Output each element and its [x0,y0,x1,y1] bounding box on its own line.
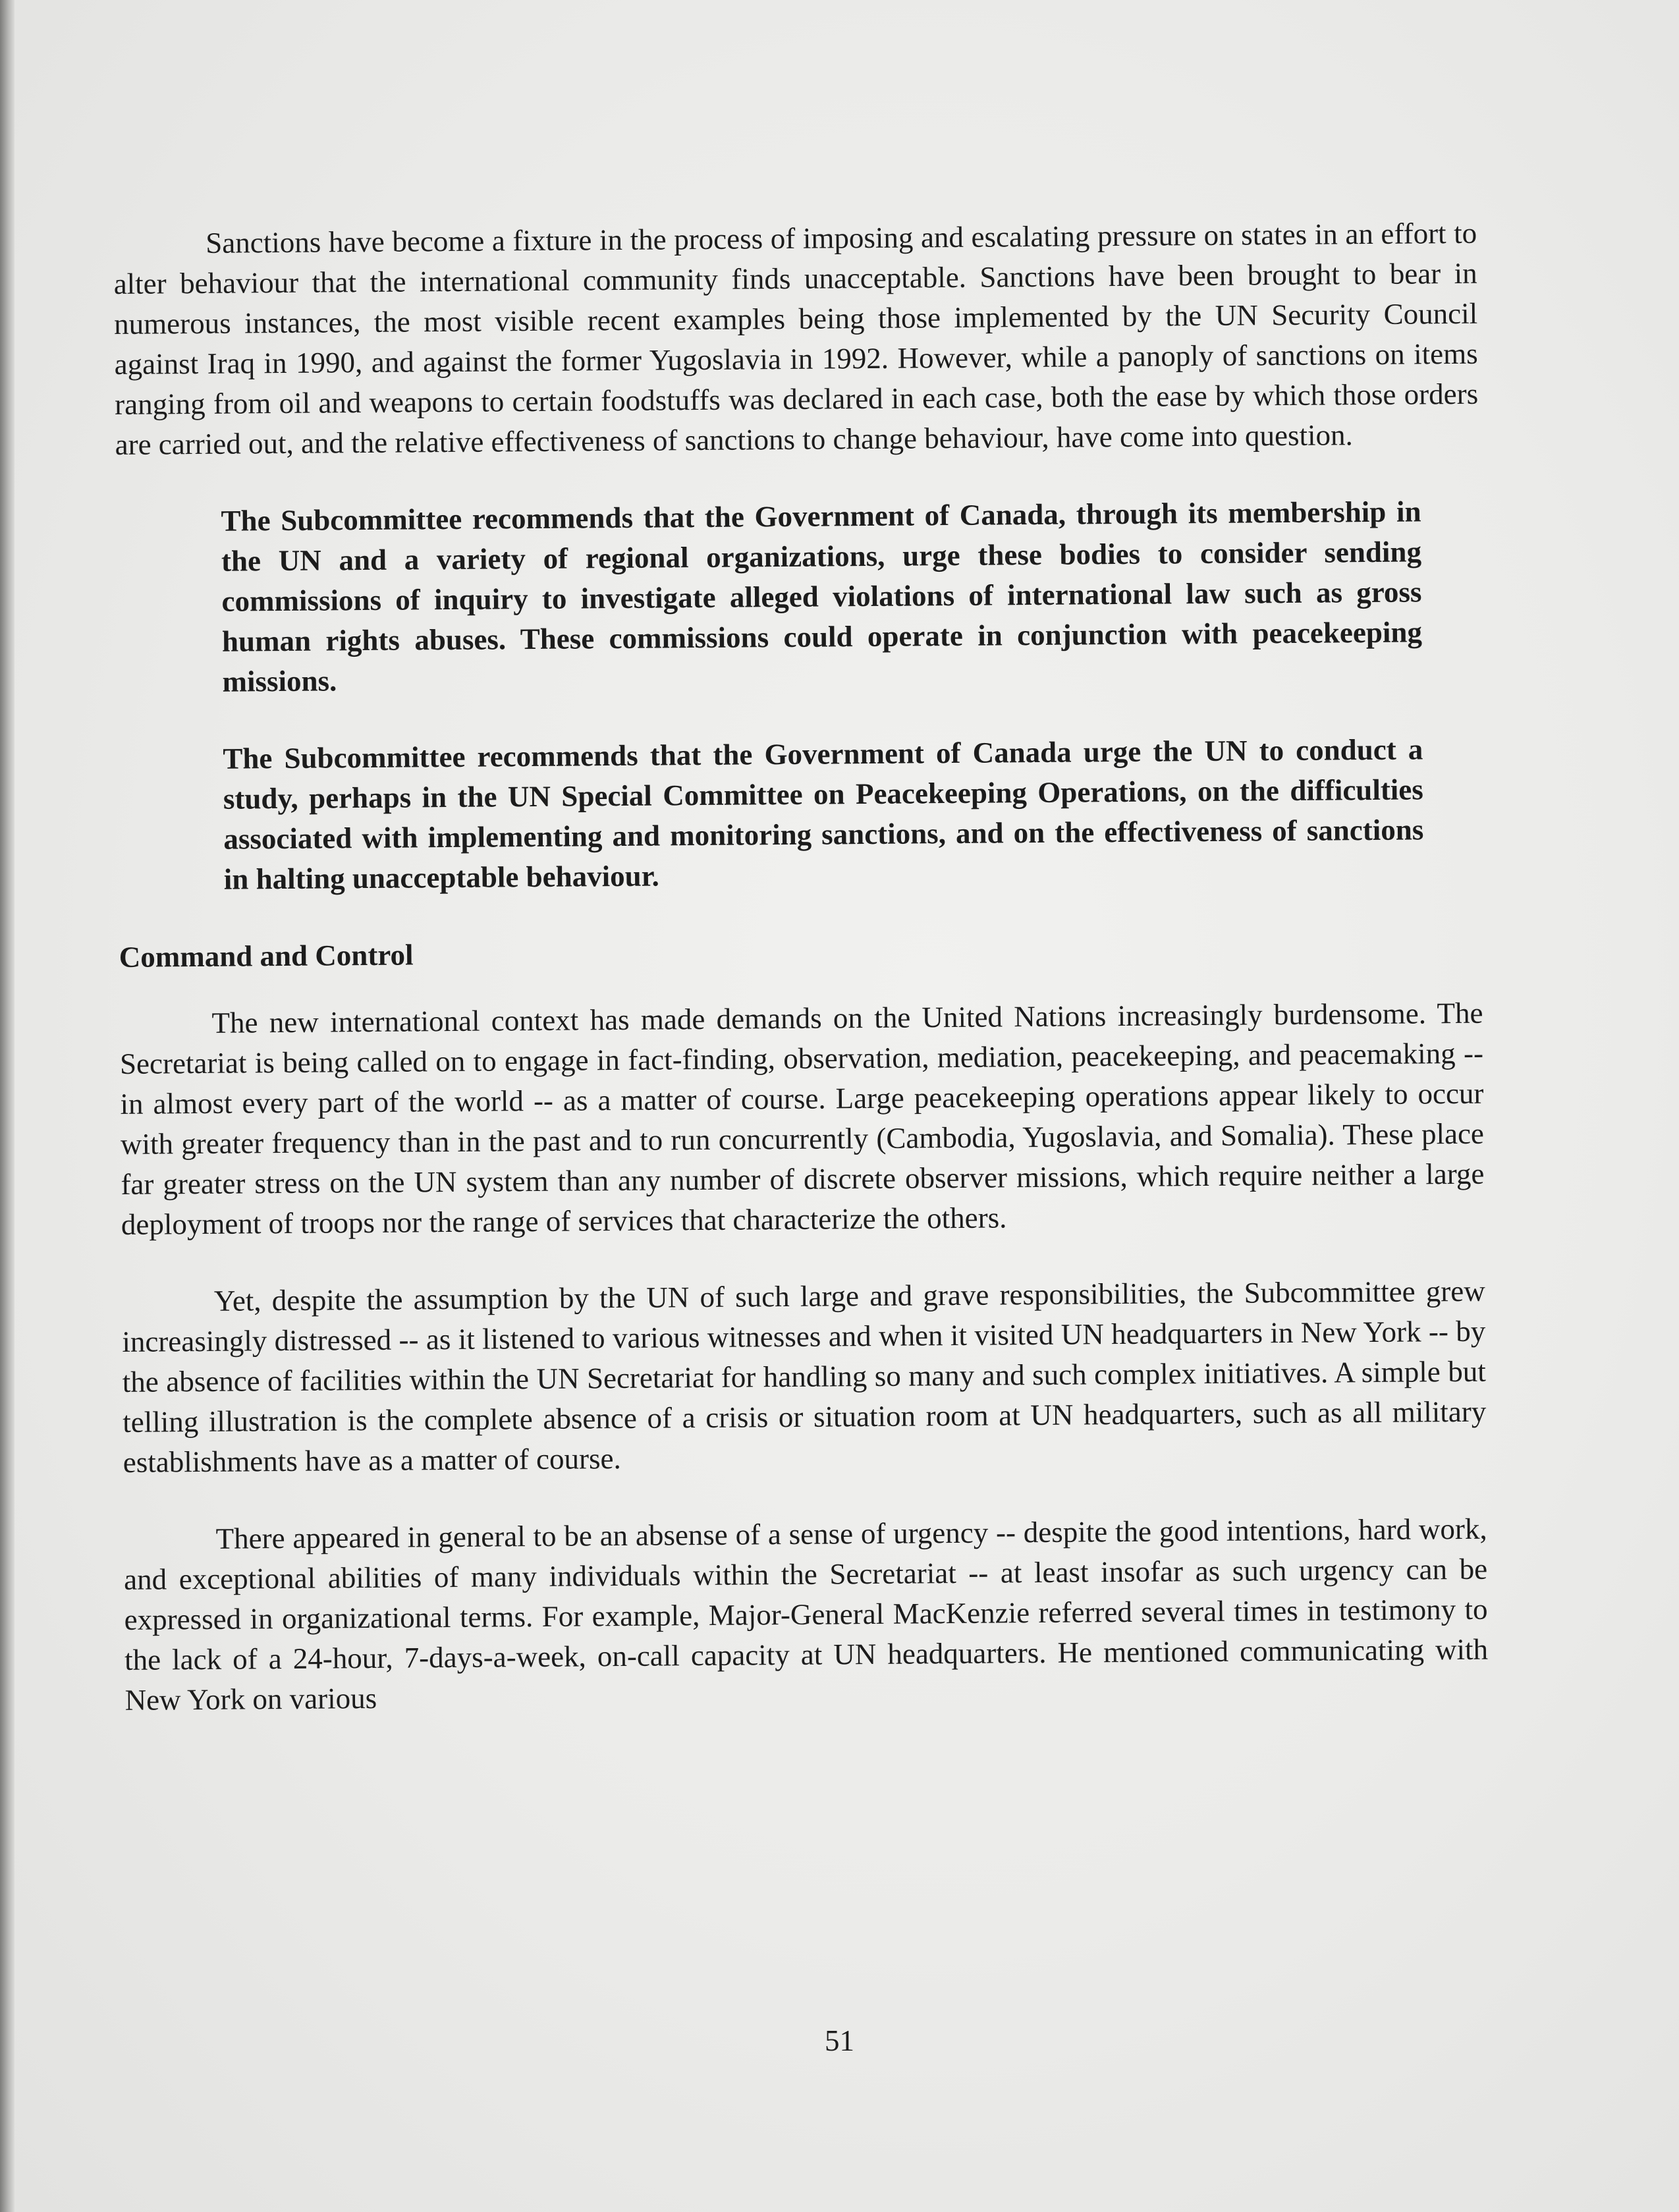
recommendation-sanctions-study: The Subcommittee recommends that the Government of Canada urge the UN to conduct a study, perhaps in the UN Special Committee on Peacekeeping Operations, on the difficulties associated with implementing and monitoring sanctions, and on the effectiveness of sanctions in halting unacceptable behaviour. [223,733,1424,896]
section-heading: Command and Control [119,938,414,974]
paragraph-subcommittee-distress: Yet, despite the assumption by the UN of such large and grave responsibilities, the Subcommittee grew increasingly distressed -- as it listened to various witnesses and when it visited UN headquarters in New York -- by the absence of facilities within the UN Secretariat for handling so many and such complex initiatives. A simple but telling illustration is the complete absence of a crisis or situation room at UN headquarters, such as all military establishments have as a matter of course. [122,1274,1487,1479]
paragraph-sense-of-urgency: There appeared in general to be an absense of a sense of urgency -- despite the good intentions, hard work, and exceptional abilities of many individuals within the Secretariat -- at least insofar as such urgency can be expressed in organizational terms. For example, Major-General MacKenzie referred several times in testimony to the lack of a 24-hour, 7-days-a-week, on-call capacity at UN headquarters. He mentioned communicating with New York on various [123,1512,1489,1717]
paragraph-sanctions: Sanctions have become a fixture in the process of imposing and escalating pressure on states in an effort to alter behaviour that the international community finds unacceptable. Sanctions have been brought to bear in numerous instances, the most visible recent examples being those implemented by the UN Security Council against Iraq in 1990, and against the former Yugoslavia in 1992. However, while a panoply of sanctions on items ranging from oil and weapons to certain foodstuffs was declared in each case, both the ease by which those orders are carried out, and the relative effectiveness of sanctions to change behaviour, have come into question. [113,216,1479,461]
recommendation-commissions-of-inquiry: The Subcommittee recommends that the Government of Canada, through its membership in the UN and a variety of regional organizations, urge these bodies to consider sending commissions of inquiry to investigate alleged violations of international law such as gross human rights abuses. These commissions could operate in conjunction with peacekeeping missions. [221,495,1423,698]
page-number: 51 [825,2024,854,2057]
paragraph-international-context: The new international context has made demands on the United Nations increasingly burdensome. The Secretariat is being called on to engage in fact-finding, observation, mediation, peacekeeping, and peacemaking -- in almost every part of the world -- as a matter of course. Large peacekeeping operations appear likely to occur with greater frequency than in the past and to run concurrently (Cambodia, Yugoslavia, and Somalia). These place far greater stress on the UN system than any number of discrete observer missions, which require neither a large deployment of troops nor the range of services that characterize the others. [119,996,1485,1241]
document-body [113,213,1489,1757]
scan-binding-edge [0,0,14,2212]
